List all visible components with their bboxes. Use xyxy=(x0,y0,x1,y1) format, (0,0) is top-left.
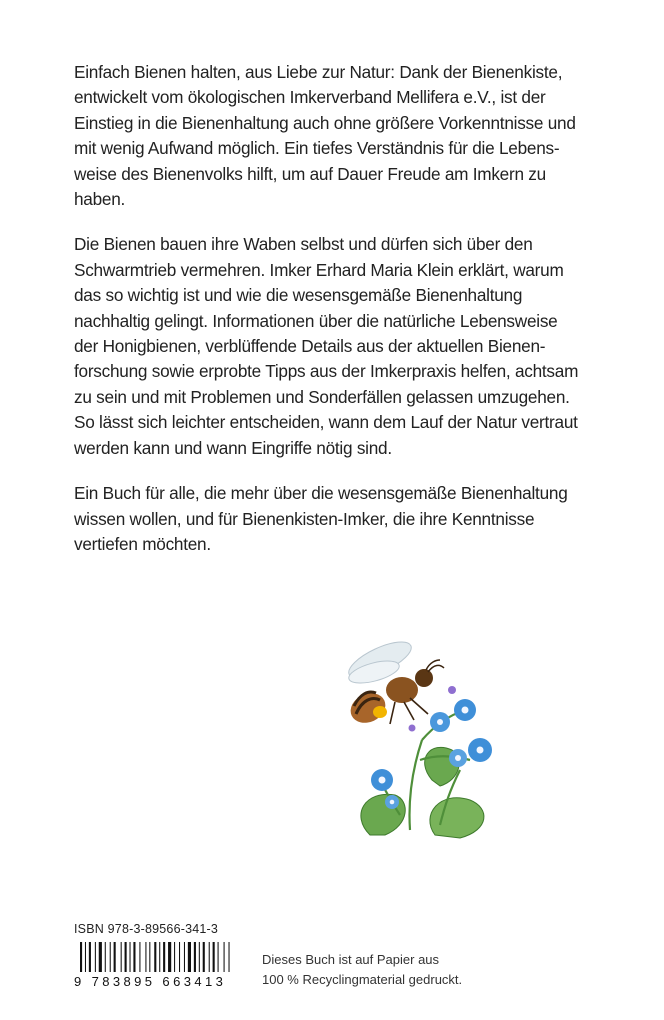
barcode-bar xyxy=(89,942,91,972)
barcode-bar xyxy=(133,942,135,972)
text-line: werden kann und wann Eingriffe nötig sind. xyxy=(74,437,392,458)
barcode-bar xyxy=(209,942,210,972)
barcode-bar xyxy=(145,942,146,972)
barcode-bar xyxy=(121,942,122,972)
text-line: Schwarmtrieb vermehren. Imker Erhard Maria Klein erklärt, warum xyxy=(74,259,564,280)
barcode-bar xyxy=(80,942,82,972)
text-line: wissen wollen, und für Bienenkisten-Imker, die ihre Kenntnisse xyxy=(74,508,535,529)
text-line: So lässt sich leichter entscheiden, wann dem Lauf der Natur vertraut xyxy=(74,412,578,433)
recycling-note xyxy=(262,950,462,990)
barcode-bar xyxy=(174,942,175,972)
barcode-bar xyxy=(213,942,215,972)
barcode-bar xyxy=(163,942,165,972)
text-line: haben. xyxy=(74,189,126,210)
barcode-bar xyxy=(199,942,200,972)
barcode-bar xyxy=(149,942,150,972)
barcode-bar xyxy=(139,942,140,972)
text-line: Die Bienen bauen ihre Waben selbst und dürfen sich über den xyxy=(74,234,533,255)
text-line: mit wenig Aufwand möglich. Ein tiefes Verständnis für die Lebens- xyxy=(74,138,560,159)
paragraph-audience xyxy=(74,481,614,557)
text-line: weise des Bienenvolks hilft, um auf Dauer Freude am Imkern zu xyxy=(74,163,546,184)
barcode-bar xyxy=(154,942,156,972)
barcode-bar xyxy=(188,942,191,972)
paragraph-intro xyxy=(74,60,614,212)
text-line: zu sein und mit Problemen und Sonderfällen gelassen umzugehen. xyxy=(74,386,570,407)
barcode-bar xyxy=(229,942,230,972)
text-line: entwickelt vom ökologischen Imkerverband Mellifera e.V., ist der xyxy=(74,87,546,108)
flower-icon xyxy=(371,686,492,809)
text-line: vertiefen möchten. xyxy=(74,533,211,554)
text-line: Einstieg in die Bienenhaltung auch ohne größere Vorkenntnisse und xyxy=(74,112,576,133)
barcode-bar xyxy=(85,942,86,972)
barcode-bar xyxy=(125,942,127,972)
bee-on-flowers-icon xyxy=(340,630,520,850)
text-line: das so wichtig ist und wie die wesensgemäße Bienenhaltung xyxy=(74,285,523,306)
text-line: Einfach Bienen halten, aus Liebe zur Natur: Dank der Bienenkiste, xyxy=(74,62,563,82)
barcode-bar xyxy=(184,942,185,972)
barcode-bar xyxy=(114,942,116,972)
barcode-bar xyxy=(179,942,180,972)
barcode-bar xyxy=(159,942,160,972)
recycling-note-line: 100 % Recyclingmaterial gedruckt. xyxy=(262,972,463,987)
text-line: nachhaltig gelingt. Informationen über die natürliche Lebensweise xyxy=(74,310,558,331)
barcode-bar xyxy=(224,942,225,972)
barcode-bar xyxy=(218,942,219,972)
isbn-text: ISBN 978-3-89566-341-3 xyxy=(74,922,219,936)
barcode-bar xyxy=(110,942,111,972)
barcode-bar xyxy=(168,942,171,972)
bee-icon xyxy=(344,635,444,729)
paragraph-details xyxy=(74,232,614,461)
barcode-bar xyxy=(194,942,196,972)
barcode-bar xyxy=(95,942,96,972)
barcode-digits: 9 783895 663413 xyxy=(74,974,227,989)
recycling-note-line: Dieses Buch ist auf Papier aus xyxy=(262,952,440,967)
text-line: Ein Buch für alle, die mehr über die wesensgemäße Bienenhaltung xyxy=(74,483,568,504)
barcode-bar xyxy=(203,942,205,972)
text-line: der Honigbienen, verblüffende Details aus der aktuellen Bienen- xyxy=(74,336,546,357)
text-line: forschung sowie erprobte Tipps aus der Imkerpraxis helfen, achtsam xyxy=(74,361,579,382)
barcode-bar xyxy=(105,942,106,972)
blurb-text xyxy=(74,60,614,577)
barcode-bar xyxy=(130,942,131,972)
barcode-bar xyxy=(99,942,102,972)
